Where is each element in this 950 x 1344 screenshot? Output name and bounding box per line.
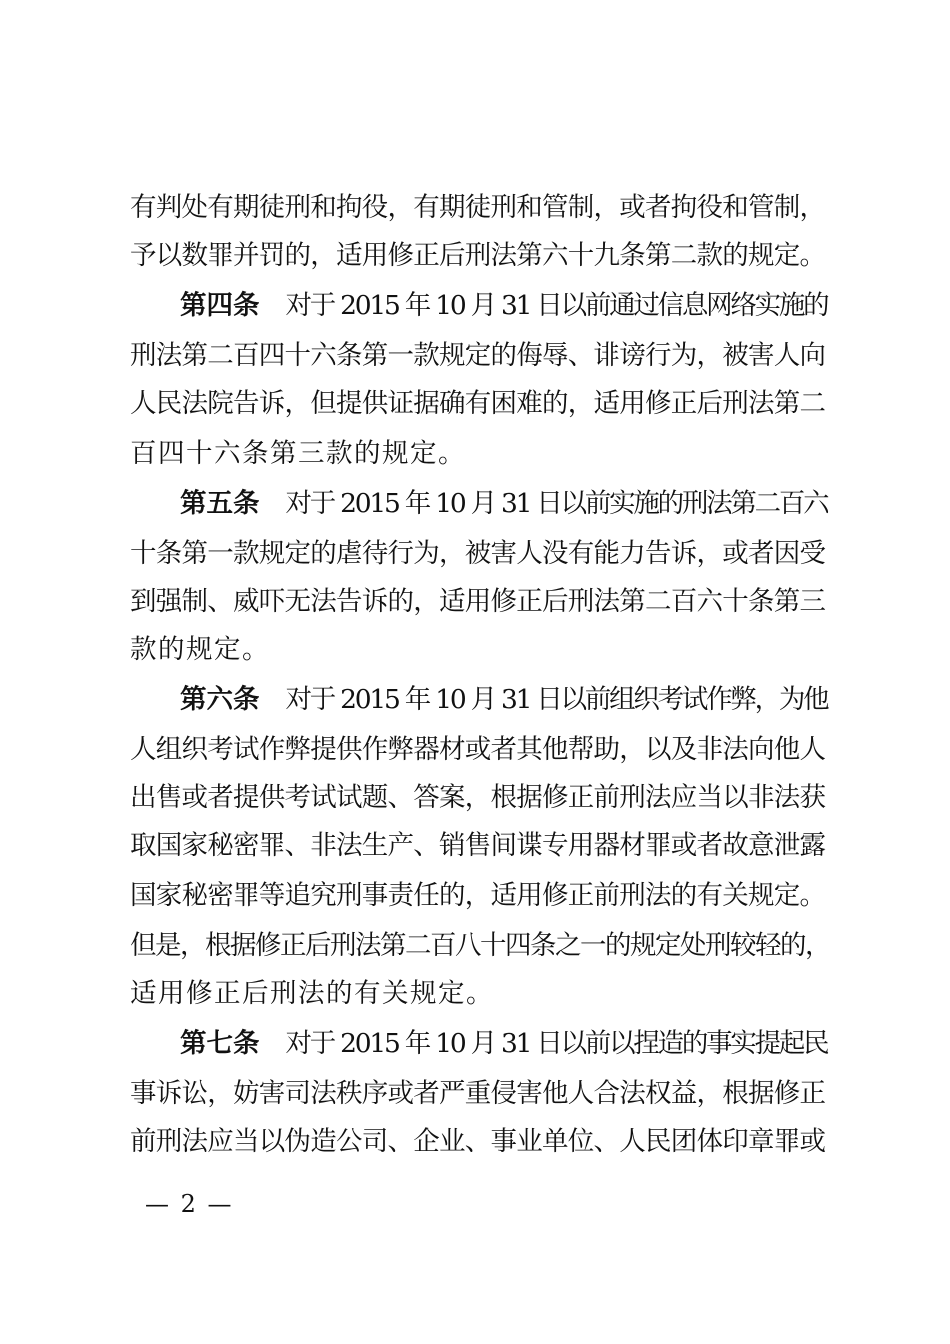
article-number: 第七条 [180,1028,260,1059]
article-6-heading-line: 第六条 对于 2015 年 10 月 31 日以前组织考试作弊，为他 [180,684,828,715]
body-line: 有判处有期徒刑和拘役，有期徒刑和管制，或者拘役和管制， [130,192,826,223]
body-line: 国家秘密罪等追究刑事责任的，适用修正前刑法的有关规定。 [130,880,826,911]
article-number: 第四条 [180,290,260,321]
body-line: 到强制、威吓无法告诉的，适用修正后刑法第二百六十条第三 [130,586,826,617]
article-4-heading-line: 第四条 对于 2015 年 10 月 31 日以前通过信息网络实施的 [180,290,828,321]
body-line: 人组织考试作弊提供作弊器材或者其他帮助，以及非法向他人 [130,734,826,765]
body-line: 百四十六条第三款的规定。 [130,438,466,469]
body-line: 适用修正后刑法的有关规定。 [130,978,494,1009]
body-line: 刑法第二百四十六条第一款规定的侮辱、诽谤行为，被害人向 [130,340,826,371]
body-line: 前刑法应当以伪造公司、企业、事业单位、人民团体印章罪或 [130,1126,826,1157]
article-number: 第六条 [180,684,260,715]
body-line: 十条第一款规定的虐待行为，被害人没有能力告诉，或者因受 [130,538,826,569]
body-line: 事诉讼，妨害司法秩序或者严重侵害他人合法权益，根据修正 [130,1078,826,1109]
page-number: — 2 — [145,1190,234,1218]
article-5-heading-line: 第五条 对于 2015 年 10 月 31 日以前实施的刑法第二百六 [180,488,828,519]
article-7-heading-line: 第七条 对于 2015 年 10 月 31 日以前以捏造的事实提起民 [180,1028,828,1059]
body-line: 但是，根据修正后刑法第二百八十四条之一的规定处刑较轻的， [130,930,830,961]
body-line: 人民法院告诉，但提供证据确有困难的，适用修正后刑法第二 [130,388,826,419]
article-number: 第五条 [180,488,260,519]
body-line: 出售或者提供考试试题、答案，根据修正前刑法应当以非法获 [130,782,826,813]
body-line: 款的规定。 [130,634,270,665]
body-line: 予以数罪并罚的，适用修正后刑法第六十九条第二款的规定。 [130,240,826,271]
body-line: 取国家秘密罪、非法生产、销售间谍专用器材罪或者故意泄露 [130,830,826,861]
